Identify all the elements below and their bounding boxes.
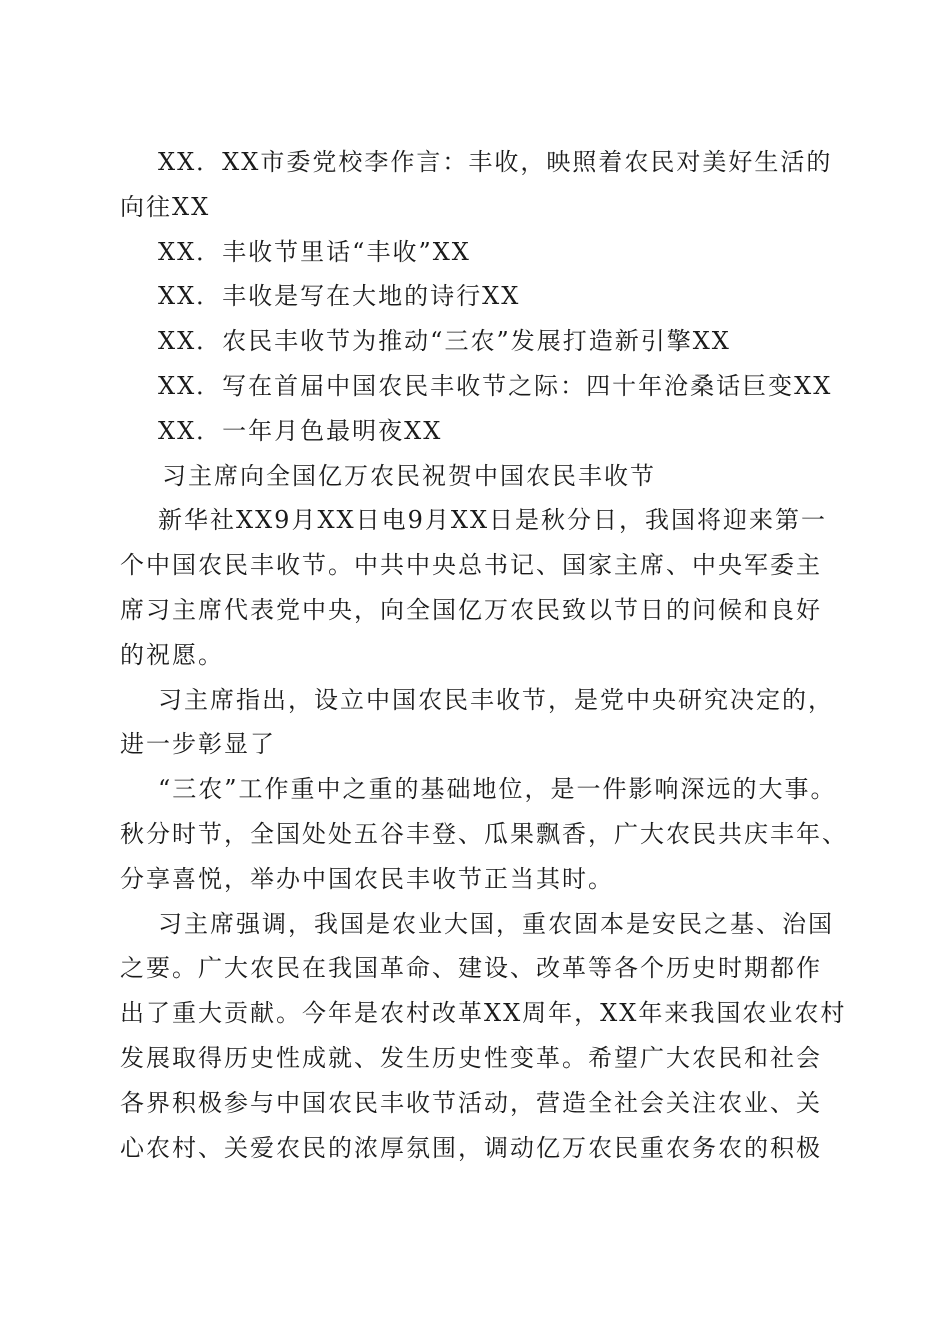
list-item: XX．一年月色最明夜XX	[158, 416, 443, 445]
paragraph-line: 出了重大贡献。今年是农村改革XX周年，XX年来我国农业农村	[120, 999, 847, 1028]
list-item: XX．写在首届中国农民丰收节之际：四十年沧桑话巨变XX	[158, 371, 833, 400]
list-item: XX．农民丰收节为推动“三农”发展打造新引擎XX	[158, 327, 731, 356]
paragraph-line: 席习主席代表党中央，向全国亿万农民致以节日的问候和良好	[120, 595, 822, 624]
paragraph-line: 习主席强调，我国是农业大国，重农固本是安民之基、治国	[158, 909, 834, 938]
paragraph-line: 之要。广大农民在我国革命、建设、改革等各个历史时期都作	[120, 954, 822, 983]
paragraph-line: 进一步彰显了	[120, 730, 276, 759]
paragraph-line: 的祝愿。	[120, 640, 224, 669]
list-item-continuation: 向往XX	[120, 192, 211, 221]
paragraph-line: 习主席指出，设立中国农民丰收节，是党中央研究决定的，	[158, 685, 834, 714]
paragraph-line: 个中国农民丰收节。中共中央总书记、国家主席、中央军委主	[120, 551, 822, 580]
list-item: XX．XX市委党校李作言：丰收，映照着农民对美好生活的	[158, 148, 833, 176]
paragraph-line: 新华社XX9月XX日电9月XX日是秋分日，我国将迎来第一	[158, 506, 828, 535]
paragraph-line: 秋分时节，全国处处五谷丰登、瓜果飘香，广大农民共庆丰年、	[120, 819, 848, 848]
list-item: XX．丰收是写在大地的诗行XX	[158, 282, 521, 311]
paragraph-line: 心农村、关爱农民的浓厚氛围，调动亿万农民重农务农的积极	[120, 1133, 822, 1162]
paragraph-line: 分享喜悦，举办中国农民丰收节正当其时。	[120, 864, 614, 893]
paragraph-line: “三农”工作重中之重的基础地位，是一件影响深远的大事。	[158, 775, 837, 804]
paragraph-line: 发展取得历史性成就、发生历史性变革。希望广大农民和社会	[120, 1043, 822, 1072]
list-item: XX．丰收节里话“丰收”XX	[158, 237, 471, 266]
document-page	[120, 140, 848, 1170]
article-title: 习主席向全国亿万农民祝贺中国农民丰收节	[162, 461, 656, 490]
paragraph-line: 各界积极参与中国农民丰收节活动，营造全社会关注农业、关	[120, 1088, 822, 1117]
